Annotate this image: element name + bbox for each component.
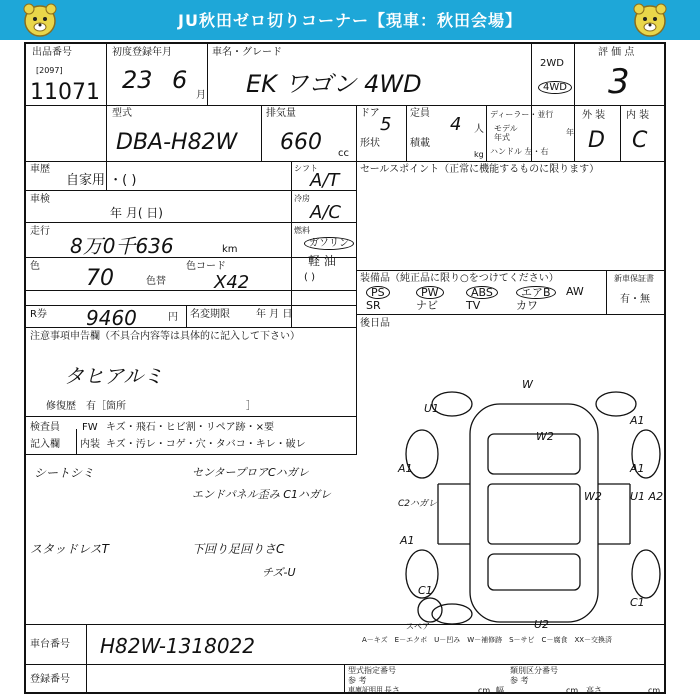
length-unit: cm <box>478 686 491 695</box>
auction-sheet <box>24 42 666 694</box>
history-value: 自家用 ・( ) <box>66 173 137 188</box>
rule <box>356 105 357 455</box>
rule <box>26 327 356 328</box>
class-spec-label: 類別区分番号 <box>510 666 558 675</box>
height-label: 高さ <box>586 686 602 695</box>
diagram-mark: C1 <box>630 596 645 609</box>
fuel-label: 燃料 <box>294 226 310 235</box>
rule <box>606 270 607 314</box>
month-unit: 月 <box>196 90 206 101</box>
rule <box>26 416 356 417</box>
name-change-label: 名変期限 <box>190 309 230 320</box>
ref-label-2: 参 考 <box>510 676 529 685</box>
displacement-label: 排気量 <box>266 108 296 119</box>
interior-value: C <box>632 128 648 153</box>
spare-label: スペア <box>406 622 430 631</box>
mileage-value: 8万0千636 <box>70 234 174 258</box>
diagram-mark: A1 <box>630 414 645 427</box>
first-reg-month: 6 <box>172 66 188 94</box>
model-label: 車名・グレード <box>212 47 282 58</box>
length-label: 長さ <box>384 686 400 695</box>
equipment-item: エアB <box>516 286 556 299</box>
rule <box>406 105 407 161</box>
type-label: 型式 <box>112 108 132 119</box>
load-label: 積載 <box>410 138 430 149</box>
rule <box>26 305 356 306</box>
score-label: 評 価 点 <box>598 47 635 58</box>
model-value: EK ワゴン 4WD <box>246 70 422 98</box>
lot-label: 出品番号 <box>32 47 72 58</box>
damage-legend: A－キズ E－エクボ U－凹み W－補修跡 S－サビ C－腐食 XX－交換済 <box>362 636 613 644</box>
diagram-mark: U1 <box>424 402 440 415</box>
equipment-item: ABS <box>466 286 498 299</box>
rule <box>574 44 575 161</box>
rule <box>26 222 356 223</box>
rule <box>186 305 187 327</box>
color-code-value: X42 <box>214 272 250 293</box>
drive-2wd: 2WD <box>540 58 564 69</box>
rule <box>26 105 664 106</box>
rule <box>26 190 356 191</box>
inspector-label-2: 記入欄 <box>30 439 60 450</box>
diagram-mark: W2 <box>536 430 554 443</box>
load-unit: kg <box>474 150 484 159</box>
diagram-mark: A1 <box>400 534 415 547</box>
shift-label: シフト <box>294 164 318 173</box>
ref-label: 参 考 <box>348 676 367 685</box>
diagram-mark: A1 <box>398 462 413 475</box>
sales-point-label: セールスポイント（正常に機能するものに限ります） <box>360 164 600 175</box>
equipment-item: PW <box>416 286 444 299</box>
history-label: 車歴 <box>30 164 50 175</box>
repair-history: 修復歴 有［箇所 ］ <box>46 401 256 412</box>
aircon-value: A/C <box>310 202 341 223</box>
inspection-label: 車検 <box>30 194 50 205</box>
dealer-year: 年式 <box>494 133 510 142</box>
diagram-mark: A1 <box>630 462 645 475</box>
displacement-value: 660 <box>280 130 322 155</box>
first-reg-label: 初度登録年月 <box>112 47 172 58</box>
inspector-label: 検査員 <box>30 422 60 433</box>
warranty-label: 新車保証書 <box>614 274 654 283</box>
mileage-label: 走行 <box>30 226 50 237</box>
width-unit: cm <box>566 686 579 695</box>
inspector-note: シートシミ <box>34 466 95 480</box>
color-num-label: 色替 <box>146 276 166 287</box>
notes-label: 注意事項申告欄（不具合内容等は具体的に記入して下さい） <box>30 331 300 342</box>
diagram-mark: C2ハガレ <box>398 499 438 509</box>
diagram-mark: W2 <box>584 490 602 503</box>
inspection-value: 年 月( 日) <box>110 206 163 220</box>
inspector-note: スタッドレスT <box>30 542 109 556</box>
lot-sub: [2097] <box>36 66 63 75</box>
rule <box>486 105 487 161</box>
interior-label: 内 装 <box>626 110 650 121</box>
interior-check-label: 内装 <box>80 439 100 450</box>
color-value: 70 <box>86 266 114 291</box>
fuel-other: ( ) <box>304 272 315 283</box>
displacement-unit: cc <box>338 148 349 159</box>
doors-label: ドア <box>360 108 380 119</box>
rule <box>344 664 345 694</box>
diagram-mark: W <box>522 378 533 391</box>
rule <box>26 624 664 625</box>
rule <box>620 105 621 161</box>
dealer-handle: ハンドル 左・右 <box>490 147 549 156</box>
diagram-mark: U2 <box>534 618 550 631</box>
shift-value: A/T <box>310 170 340 191</box>
inspector-note: エンドパネル歪み C1ハガレ <box>192 488 331 501</box>
type-value: DBA-H82W <box>116 130 238 155</box>
registration-label: 登録番号 <box>30 674 70 685</box>
score-value: 3 <box>608 62 630 102</box>
fuel-gasoline: ガソリン <box>304 237 354 250</box>
dealer-year-unit: 年 <box>566 128 574 137</box>
color-label: 色 <box>30 261 40 272</box>
exterior-value: D <box>588 128 605 153</box>
chassis-label: 車台番号 <box>30 639 70 650</box>
inspector-note: チズ-U <box>262 566 296 579</box>
rule <box>106 44 107 190</box>
notes-value: タヒアルミ <box>64 364 164 388</box>
equipment-item: TV <box>466 299 481 312</box>
rule <box>26 290 356 291</box>
inspector-note: 下回り足回りさC <box>192 542 285 556</box>
type-spec-label: 型式指定番号 <box>348 666 396 675</box>
color-code-label: 色コード <box>186 261 226 272</box>
equipment-item: ナビ <box>416 299 438 312</box>
fw-items: キズ・飛石・ヒビ割・リペア跡・×要 <box>106 422 274 433</box>
rule <box>207 44 208 105</box>
lot-number: 11071 <box>30 80 100 105</box>
first-reg-year: 23 <box>122 66 153 94</box>
rule <box>356 314 664 315</box>
chassis-value: H82W-1318022 <box>100 634 255 658</box>
diagram-mark: U1 A2 <box>630 490 664 503</box>
rule <box>76 429 77 454</box>
equipment-label: 装備品（純正品に限り○をつけてください） <box>360 273 559 284</box>
warranty-value: 有・無 <box>620 294 650 305</box>
rule <box>356 270 664 271</box>
drive-4wd: 4WD <box>538 81 572 94</box>
equipment-item: AW <box>566 285 584 298</box>
interior-check-items: キズ・汚レ・コゲ・穴・タバコ・キレ・破レ <box>106 439 306 450</box>
capacity-unit: 人 <box>474 124 484 135</box>
capacity-value: 4 <box>450 114 462 135</box>
rule <box>86 624 87 694</box>
equipment-item: PS <box>366 286 390 299</box>
capacity-label: 定員 <box>410 108 430 119</box>
diagram-mark: C1 <box>418 584 433 597</box>
rule <box>26 161 664 162</box>
rule <box>531 44 532 161</box>
equipment-item: カワ <box>516 299 538 312</box>
after-day-label: 後日品 <box>360 318 390 329</box>
aircon-label: 冷房 <box>294 194 310 203</box>
rule <box>26 664 664 665</box>
fw-label: FW <box>82 422 98 433</box>
rule <box>291 161 292 327</box>
rule <box>26 454 356 455</box>
recycle-value: 9460 <box>86 306 137 330</box>
name-change-value: 年 月 日 <box>256 309 293 320</box>
garage-cert-label: 車庫証明用 <box>348 686 383 694</box>
equipment-item: SR <box>366 299 381 312</box>
dealer-line1: ディーラー・並行 <box>490 110 554 119</box>
page-title: JU秋田ゼロ切りコーナー【現車：秋田会場】 <box>178 11 522 30</box>
bear-mascot-left-icon <box>22 2 58 38</box>
height-unit: cm <box>648 686 661 695</box>
exterior-label: 外 装 <box>582 110 606 121</box>
fuel-diesel: 軽 油 <box>308 254 336 268</box>
bear-mascot-right-icon <box>632 2 668 38</box>
recycle-unit: 円 <box>168 312 178 323</box>
shape-label: 形状 <box>360 138 380 149</box>
inspector-note: センタープロアCハガレ <box>192 466 309 479</box>
recycle-label: R券 <box>30 309 47 320</box>
width-label: 幅 <box>496 686 504 695</box>
mileage-unit: km <box>222 244 238 255</box>
rule <box>261 105 262 161</box>
doors-value: 5 <box>380 114 392 135</box>
dealer-model: モデル <box>494 124 518 133</box>
